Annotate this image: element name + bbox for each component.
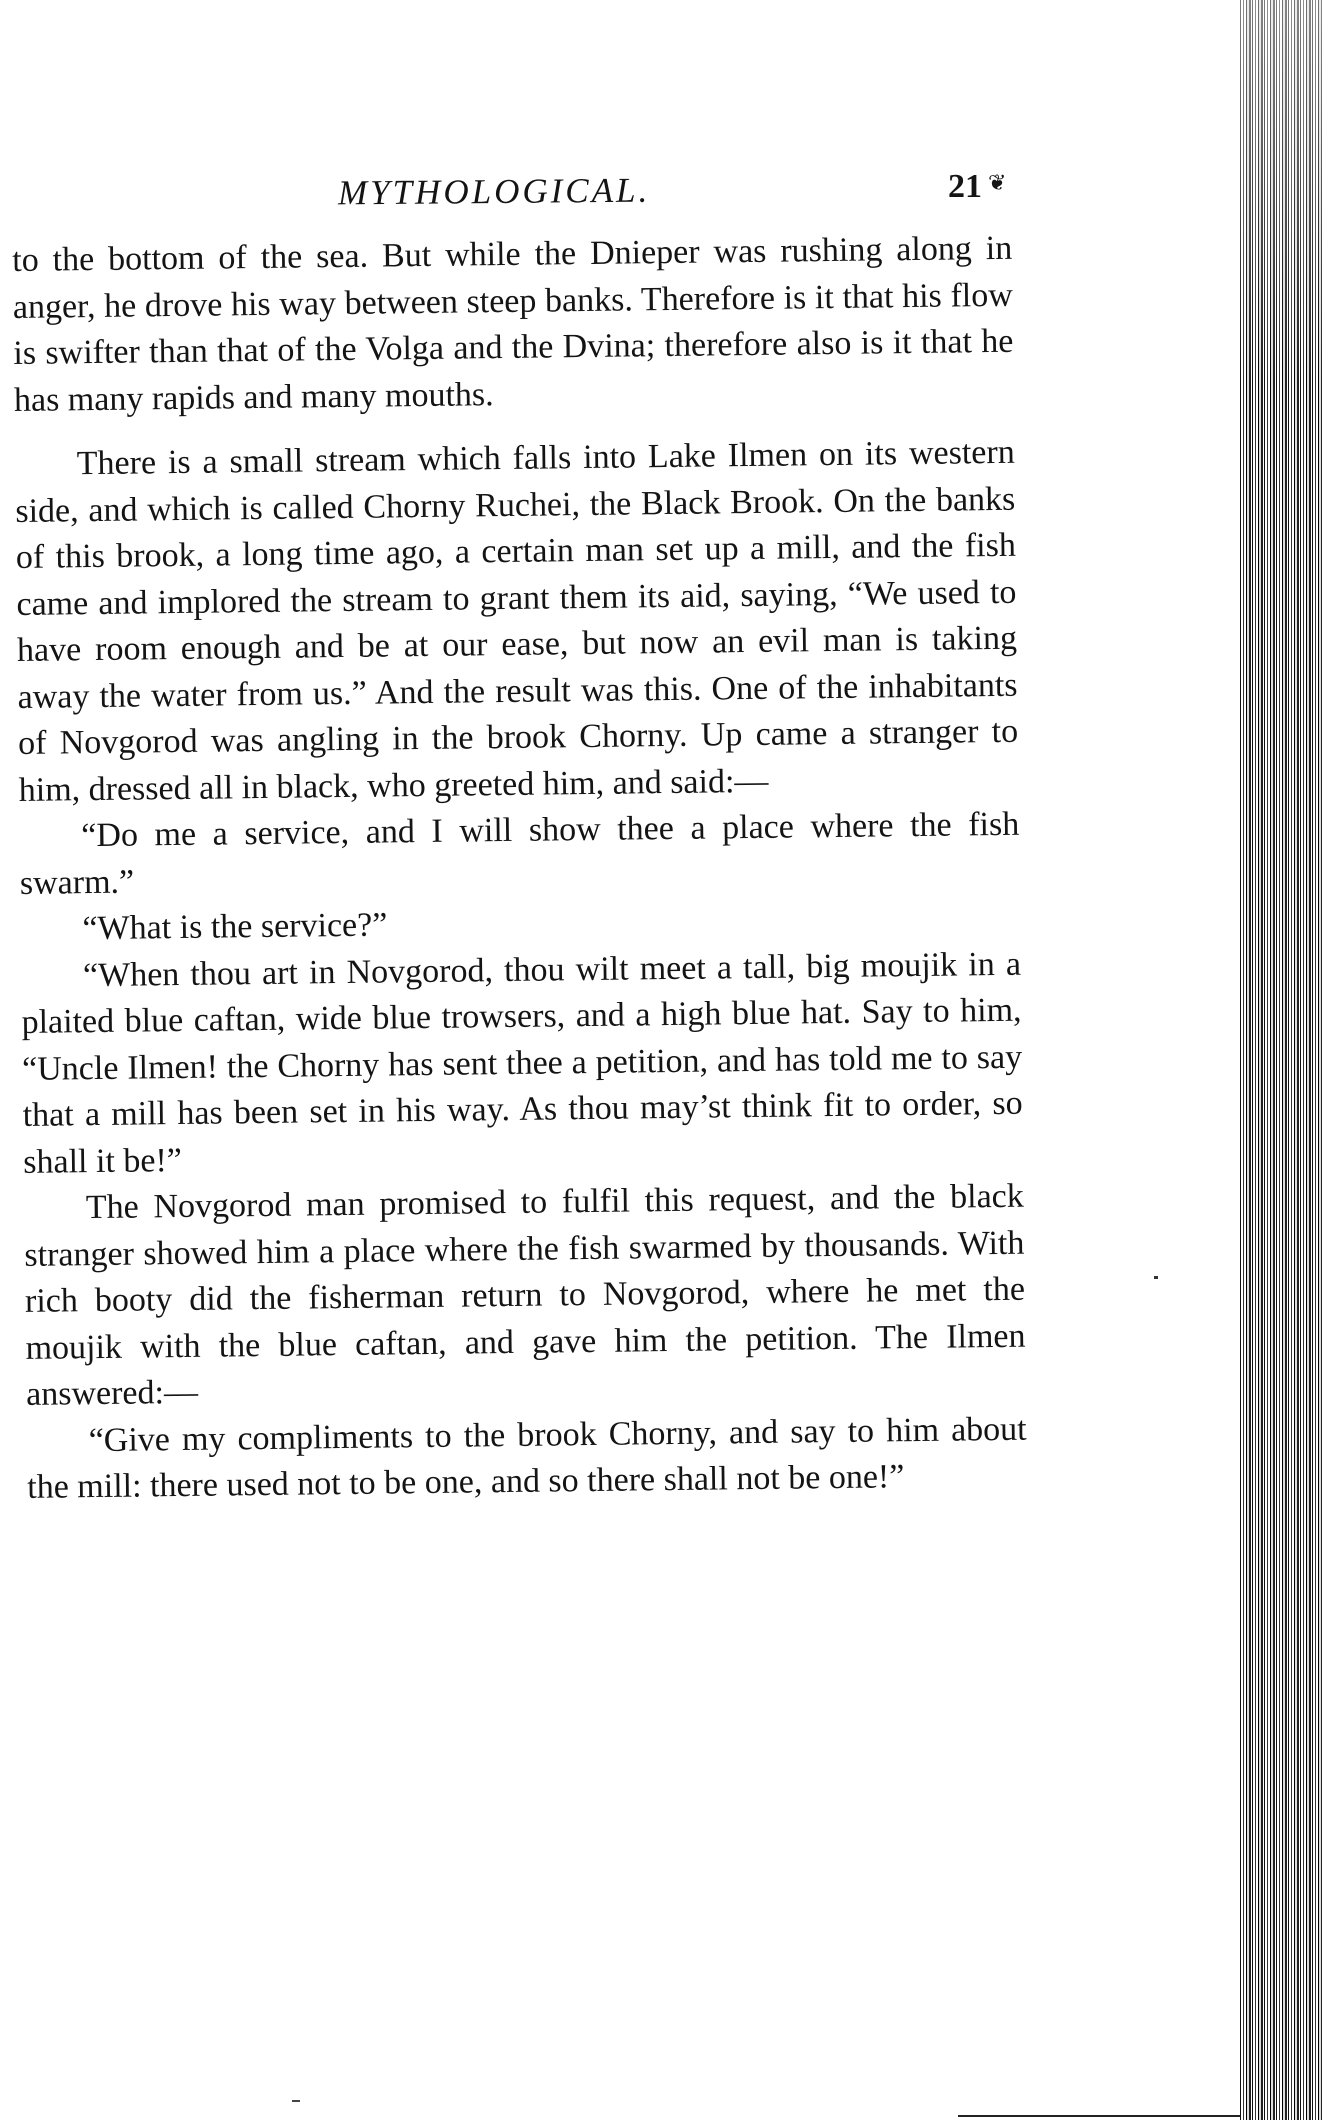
paragraph-ilmen-reply: “Give my compliments to the brook Chorny, and say to him about the mill: there used not to be one, and so there shall not be one!”	[27, 1410, 1027, 1506]
paragraph-instructions: “When thou art in Novgorod, thou wilt meet a tall, big moujik in a plaited blue caftan, wide blue trowsers, and a high blue hat. Say to him, “Uncle Ilmen! the Chorny has sent thee a petition, and has told me to say that a mill has been set in his way. As thou may’st think fit to order, so shall it be!”	[21, 945, 1023, 1181]
page-number-ornament: ❦	[988, 170, 1007, 195]
paragraph-black-brook: There is a small stream which falls into Lake Ilmen on its western side, and which is called Chorny Ruchei, the Black Brook. On the banks of this brook, a long time ago, a certain man set up a mill, and the fish came and implored the stream to grant them its aid, saying, “We used to have room enough and be at our ease, but now an evil man is taking away the water from us.” And the result was this. One of the inhabitants of Novgorod was angling in the brook Chorny. Up came a stranger to him, dressed all in black, who greeted him, and said:—	[15, 433, 1019, 809]
binding-gap	[1236, 0, 1240, 2120]
running-title: MYTHOLOGICAL.	[337, 170, 651, 213]
page-speck	[1154, 1276, 1158, 1279]
book-binding-edge	[1240, 0, 1322, 2120]
running-head	[0, 168, 1322, 222]
paragraph-question: “What is the service?”	[82, 906, 388, 948]
page-number: 21	[948, 168, 982, 205]
paragraph-fisherman: The Novgorod man promised to fulfil this request, and the black stranger showed him a place where the fish swarmed by thousands. With rich booty did the fisherman return to Novgorod, where he met the moujik with the blue caftan, and gave him the petition. The Ilmen answered:—	[24, 1177, 1026, 1413]
body-text	[12, 226, 1027, 1512]
paragraph-continued: to the bottom of the sea. But while the Dnieper was rushing along in anger, he drove his way between steep banks. Therefore is it that his flow is swifter than that of the Volga and the Dvina; therefore also is it that he has many rapids and many mouths.	[12, 229, 1014, 419]
paragraph-stranger-offer: “Do me a service, and I will show thee a place where the fish swarm.”	[19, 805, 1020, 902]
page-speck-bottom	[292, 2100, 300, 2102]
